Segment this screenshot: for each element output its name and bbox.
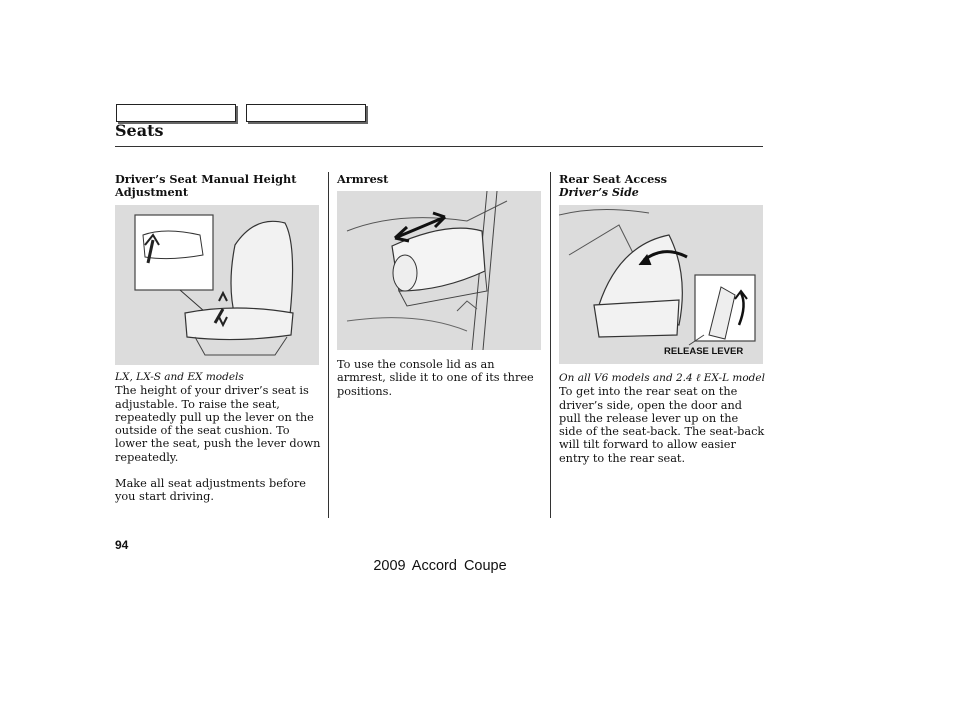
footer-title: 2009 Accord Coupe [373,558,507,574]
paragraph: To use the console lid as an armrest, slide it to one of its three positions. [337,358,534,398]
section-heading: Driver’s Seat Manual Height Adjustment [115,172,297,199]
column-divider-2 [550,172,551,518]
page-title: Seats [115,121,164,140]
column-armrest-text [337,358,543,398]
model-caption: LX, LX-S and EX models [115,371,244,383]
paragraph: The height of your driver’s seat is adjustable. To raise the seat, repeatedly pull up the lever on the outside of the seat cushion. To lower the seat, push the lever down repeatedly. [115,384,321,464]
column-seat-height-text [115,371,321,504]
nav-button-2[interactable] [246,104,366,122]
column-rear-access [559,173,765,199]
model-caption: On all V6 models and 2.4 ℓ EX-L model [559,372,765,384]
seat-height-illustration [115,205,319,365]
page-number: 94 [115,538,129,552]
paragraph: To get into the rear seat on the driver’s side, open the door and pull the release lever up on the side of the seat-back. The seat-back will tilt forward to allow easier entry to the rear seat. [559,385,765,465]
section-heading: Rear Seat Access [559,172,668,186]
column-armrest [337,173,543,186]
title-rule [115,146,763,147]
section-subheading: Driver’s Side [559,186,639,199]
release-lever-label: RELEASE LEVER [664,346,744,357]
nav-button-1[interactable] [116,104,236,122]
rear-seat-illustration [559,205,763,364]
column-divider-1 [328,172,329,518]
section-heading: Armrest [337,172,389,186]
paragraph: Make all seat adjustments before you start driving. [115,477,306,504]
column-seat-height [115,173,321,199]
armrest-illustration [337,191,541,350]
column-rear-access-text [559,372,765,465]
